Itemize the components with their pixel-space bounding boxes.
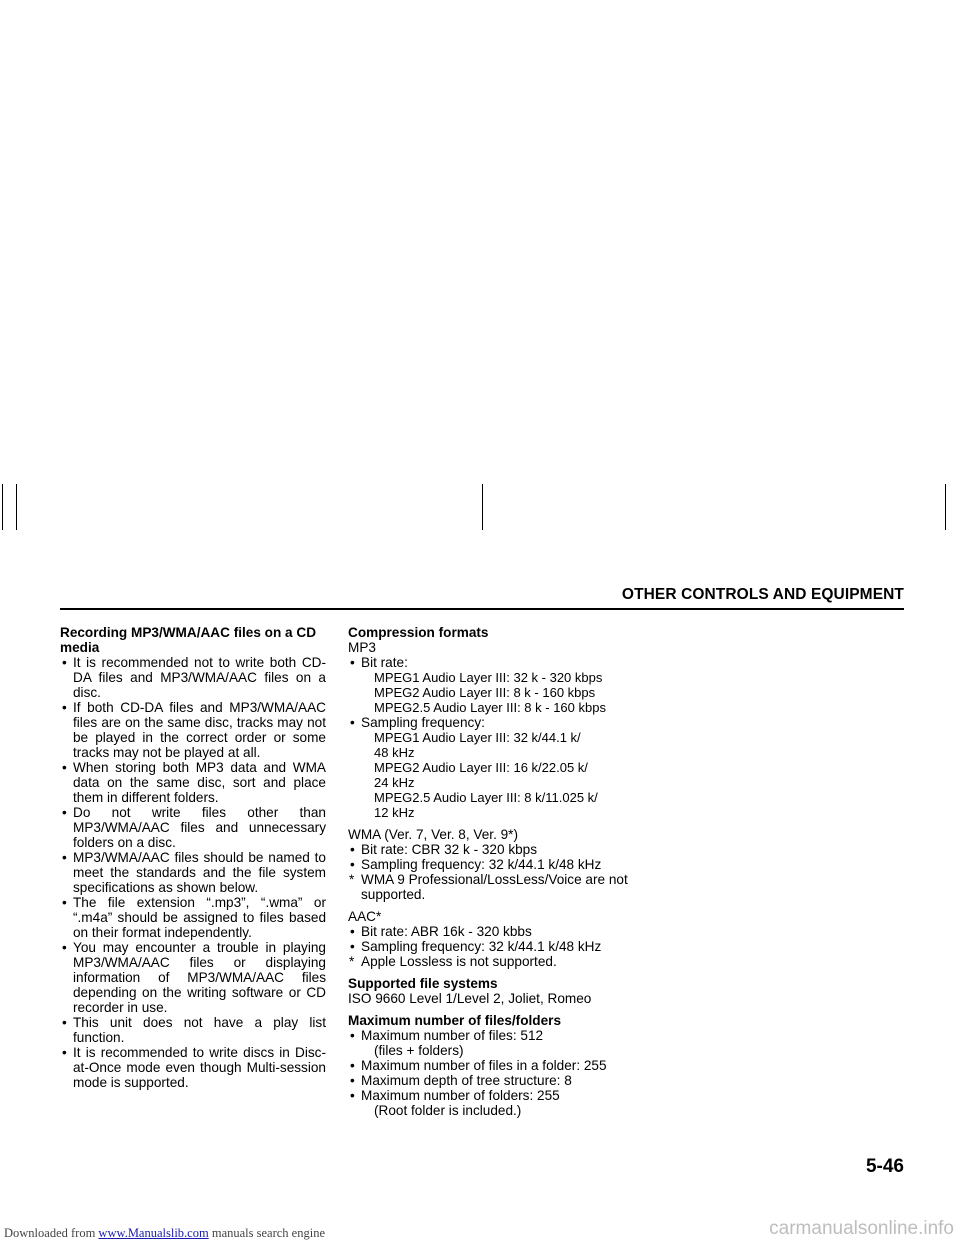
list-item: • Sampling frequency: 32 k/44.1 k/48 kHz (348, 939, 648, 954)
compression-heading: Compression formats (348, 625, 489, 640)
page-number: 5-46 (865, 1156, 904, 1177)
watermark: carmanualsonline.info (769, 1218, 954, 1239)
maxfiles-item: • Maximum number of files: 512 (361, 1028, 544, 1043)
crop-mark (2, 484, 3, 530)
crop-mark (482, 484, 483, 530)
crop-mark (945, 484, 946, 530)
spec-line: 48 kHz (374, 745, 415, 760)
wma-section (348, 827, 648, 902)
list-item: • Maximum depth of tree structure: 8 (348, 1073, 648, 1088)
list-item: • Maximum number of files in a folder: 255 (348, 1058, 648, 1073)
list-item: • When storing both MP3 data and WMA data on the same disc, sort and place them in different folders. (60, 760, 326, 805)
list-item: • MP3/WMA/AAC files should be named to meet the standards and the file system specifications as shown below. (60, 850, 326, 895)
spec-line: MPEG1 Audio Layer III: 32 k/44.1 k/ (374, 730, 581, 745)
spec-line: MPEG1 Audio Layer III: 32 k - 320 kbps (374, 670, 603, 685)
mp3-label: MP3 (348, 640, 376, 655)
download-footer (4, 1226, 325, 1241)
spec-line: MPEG2 Audio Layer III: 16 k/22.05 k/ (374, 760, 588, 775)
crop-mark (16, 484, 17, 530)
wma-list (348, 842, 648, 872)
list-item: • If both CD-DA files and MP3/WMA/AAC files are on the same disc, tracks may not be played in the correct order or some tracks may not be played at all. (60, 700, 326, 760)
list-item (348, 715, 648, 820)
list-item: • It is recommended not to write both CD-DA files and MP3/WMA/AAC files on a disc. (60, 655, 326, 700)
maxfiles-section (348, 1013, 648, 1118)
note-text: Apple Lossless is not supported. (361, 954, 557, 969)
spec-line: MPEG2.5 Audio Layer III: 8 k - 160 kbps (374, 700, 606, 715)
list-item: • This unit does not have a play list function. (60, 1015, 326, 1045)
bit-rate-label: • Bit rate: (361, 655, 408, 670)
wma-label: WMA (Ver. 7, Ver. 8, Ver. 9*) (348, 827, 518, 842)
spec-line: MPEG2.5 Audio Layer III: 8 k/11.025 k/ (374, 790, 598, 805)
filesystems-heading: Supported file systems (348, 976, 498, 991)
list-item: • It is recommended to write discs in Disc-at-Once mode even though Multi-session mode is supported. (60, 1045, 326, 1090)
footer-suffix: manuals search engine (208, 1226, 325, 1240)
list-item (348, 1088, 648, 1118)
list-item: • The file extension “.mp3”, “.wma” or “.m4a” should be assigned to files based on their format independently. (60, 895, 326, 940)
section-title: OTHER CONTROLS AND EQUIPMENT (621, 586, 904, 603)
filesystems-section (348, 976, 648, 1006)
note-star: * (349, 872, 355, 887)
list-item: • You may encounter a trouble in playing MP3/WMA/AAC files or displaying information of MP3/WMA/AAC files depending on the writing software or CD recorder in use. (60, 940, 326, 1015)
sampling-label: • Sampling frequency: (361, 715, 485, 730)
mp3-list (348, 655, 648, 820)
note-text: WMA 9 Professional/LossLess/Voice are not supported. (361, 872, 628, 902)
manualslib-link[interactable]: www.Manualslib.com (98, 1226, 209, 1240)
spec-line: 24 kHz (374, 775, 415, 790)
aac-note (348, 954, 648, 969)
list-item: • Do not write files other than MP3/WMA/AAC files and unnecessary folders on a disc. (60, 805, 326, 850)
maxfiles-heading: Maximum number of files/folders (348, 1013, 562, 1028)
spec-line: MPEG2 Audio Layer III: 8 k - 160 kbps (374, 685, 596, 700)
maxfiles-list (348, 1028, 648, 1118)
list-item (348, 655, 648, 715)
spec-line: 12 kHz (374, 805, 415, 820)
recording-list (60, 655, 326, 1090)
list-item: • Sampling frequency: 32 k/44.1 k/48 kHz (348, 857, 648, 872)
aac-label: AAC* (348, 909, 382, 924)
footer-prefix: Downloaded from (4, 1226, 99, 1240)
maxfiles-sub: (files + folders) (374, 1043, 464, 1058)
left-column (60, 625, 326, 1090)
list-item: • Bit rate: CBR 32 k - 320 kbps (348, 842, 648, 857)
list-item (348, 1028, 648, 1058)
aac-list (348, 924, 648, 954)
filesystems-text: ISO 9660 Level 1/Level 2, Joliet, Romeo (348, 991, 592, 1006)
note-star: * (349, 954, 355, 969)
maxfiles-item: • Maximum number of folders: 255 (361, 1088, 560, 1103)
list-item: • Bit rate: ABR 16k - 320 kbbs (348, 924, 648, 939)
wma-note (348, 872, 648, 902)
aac-section (348, 909, 648, 969)
maxfiles-sub: (Root folder is included.) (374, 1103, 522, 1118)
right-column (348, 625, 648, 1118)
header-rule (60, 608, 904, 610)
recording-heading: Recording MP3/WMA/AAC files on a CD media (60, 625, 317, 655)
